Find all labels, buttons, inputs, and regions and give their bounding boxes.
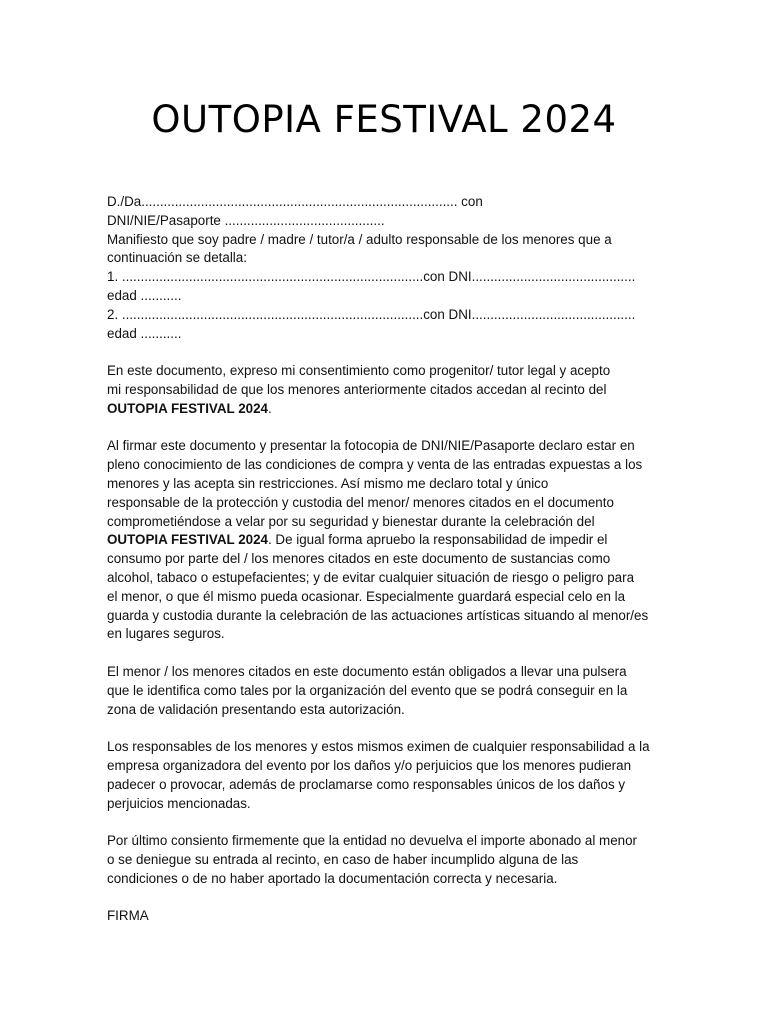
paragraph-line: padecer o provocar, además de proclamarse como responsables únicos de los daños y (107, 776, 626, 792)
paragraph-line: En este documento, expreso mi consentimiento como progenitor/ tutor legal y acepto (107, 363, 611, 379)
paragraph-line: comprometiéndose a velar por su seguridad y bienestar durante la celebración del (107, 513, 595, 529)
paragraph-line: El menor / los menores citados en este documento están obligados a llevar una pulsera (107, 663, 627, 679)
document-body (107, 193, 667, 926)
paragraph-line: pleno conocimiento de las condiciones de compra y venta de las entradas expuestas a los (107, 457, 643, 473)
paragraph-line: mi responsabilidad de que los menores anteriormente citados accedan al recinto del (107, 381, 607, 397)
declaration-line-cont: continuación se detalla: (107, 250, 247, 266)
paragraph-line: el menor, o que él mismo pueda ocasionar. Especialmente guardará especial celo en la (107, 588, 626, 604)
festival-name-bold: OUTOPIA FESTIVAL 2024 (107, 400, 268, 416)
wristband-paragraph (107, 663, 667, 719)
paragraph-line: Al firmar este documento y presentar la fotocopia de DNI/NIE/Pasaporte declaro estar en (107, 438, 635, 454)
paragraph-line: alcohol, tabaco o estupefacientes; y de evitar cualquier situación de riesgo o peligro para (107, 569, 635, 585)
signature-label: FIRMA (107, 908, 149, 924)
paragraph-line (107, 400, 667, 419)
declaration-line: Manifiesto que soy padre / madre / tutor/a / adulto responsable de los menores que a (107, 231, 612, 247)
liability-paragraph (107, 738, 667, 813)
paragraph-line (107, 531, 667, 550)
paragraph-line: condiciones o de no haber aportado la documentación correcta y necesaria. (107, 870, 558, 886)
paragraph-line: que le identifica como tales por la organización del evento que se podrá conseguir en la (107, 682, 628, 698)
minor-1-line: 1. .................................................................................con DNI............................................ (107, 269, 636, 285)
minor-2-line: 2. .................................................................................con DNI............................................ (107, 306, 636, 322)
paragraph-line: empresa organizadora del evento por los daños y/o perjuicios que los menores pudieran (107, 757, 632, 773)
paragraph-line: perjuicios mencionadas. (107, 795, 251, 811)
paragraph-line: menores y las acepta sin restricciones. Así mismo me declaro total y único (107, 475, 549, 491)
minor-2-age-line: edad ........... (107, 325, 182, 341)
paragraph-line: o se deniegue su entrada al recinto, en caso de haber incumplido alguna de las (107, 851, 579, 867)
paragraph-line: Por último consiento firmemente que la entidad no devuelva el importe abonado al menor (107, 833, 637, 849)
document-title: OUTOPIA FESTIVAL 2024 (151, 98, 617, 141)
paragraph-tail: . (267, 400, 272, 416)
paragraph-line: consumo por parte del / los menores citados en este documento de sustancias como (107, 551, 611, 567)
paragraph-continuation: . De igual forma apruebo la responsabilidad de impedir el (267, 532, 608, 548)
consent-paragraph (107, 362, 667, 418)
guardian-id-line: DNI/NIE/Pasaporte ........................................... (107, 212, 385, 228)
paragraph-line: en lugares seguros. (107, 626, 225, 642)
refund-paragraph (107, 832, 667, 888)
guardian-details-block (107, 193, 667, 343)
guardian-name-line: D./Da..................................................................................... con (107, 194, 483, 209)
festival-name-bold: OUTOPIA FESTIVAL 2024 (107, 532, 268, 548)
paragraph-line: guarda y custodia durante la celebración de las actuaciones artísticas situando al menor/es (107, 607, 649, 623)
paragraph-line: responsable de la protección y custodia del menor/ menores citados en el documento (107, 494, 614, 510)
paragraph-line: Los responsables de los menores y estos mismos eximen de cualquier responsabilidad a la (107, 739, 650, 755)
minor-1-age-line: edad ........... (107, 287, 182, 303)
responsibility-paragraph (107, 437, 667, 644)
paragraph-line: zona de validación presentando esta autorización. (107, 701, 405, 717)
